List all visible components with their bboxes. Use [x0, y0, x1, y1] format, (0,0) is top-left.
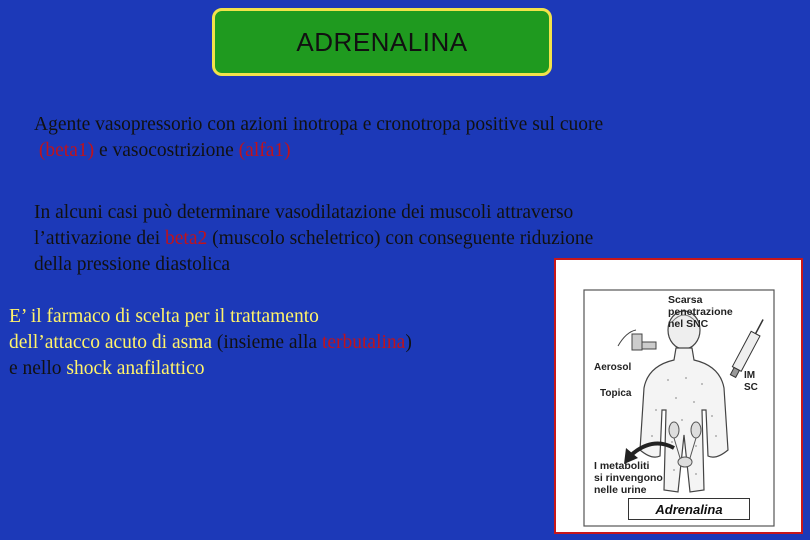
- inhaler-body: [632, 334, 642, 350]
- para3-line2-c: ): [405, 332, 412, 353]
- label-topica: Topica: [600, 388, 632, 399]
- para1-line2: [34, 138, 603, 164]
- para2-line3: della pressione diastolica: [34, 254, 231, 275]
- para3-line2: [9, 330, 412, 356]
- label-snc: Scarsa penetrazione nel SNC: [668, 294, 733, 330]
- paragraph-vasodilatation: [34, 200, 593, 278]
- kidney-left: [669, 422, 679, 438]
- para1-line2-mid: e vasocostrizione: [94, 140, 239, 161]
- terbutalina-label: terbutalina: [321, 332, 406, 353]
- label-im: IM: [744, 370, 756, 381]
- alfa1-label: (alfa1): [238, 140, 291, 161]
- figure-caption: Adrenalina: [655, 501, 723, 517]
- para2-line2: [34, 226, 593, 252]
- para3-line2-b: (insieme alla: [212, 332, 322, 353]
- asthma-text: dell’attacco acuto di asma: [9, 332, 213, 353]
- paragraph-drug-of-choice: [9, 304, 412, 382]
- label-aerosol: Aerosol: [594, 362, 632, 373]
- inhaler-mouthpiece: [642, 342, 656, 349]
- beta2-label: beta2: [165, 228, 208, 249]
- para3-line3: [9, 356, 412, 382]
- bladder: [678, 457, 692, 467]
- title-box: [212, 8, 552, 76]
- para2-line1: In alcuni casi può determinare vasodilatazione dei muscoli attraverso: [34, 202, 574, 223]
- adrenalina-figure: [554, 258, 803, 534]
- shock-text: shock anafilattico: [66, 358, 205, 379]
- para2-line2-a: l’attivazione dei: [34, 228, 166, 249]
- kidney-right: [691, 422, 701, 438]
- para1-line1: Agente vasopressorio con azioni inotropa e cronotropa positive sul cuore: [34, 114, 604, 135]
- label-sc: SC: [744, 382, 758, 393]
- beta1-label: (beta1): [38, 140, 95, 161]
- slide-title: ADRENALINA: [296, 26, 468, 57]
- para3-line3-a: e nello: [9, 358, 67, 379]
- paragraph-inotropic-action: [34, 112, 603, 164]
- label-urine: I metaboliti si rinvengono nelle urine: [594, 460, 663, 496]
- para2-line2-b: (muscolo scheletrico) con conseguente riduzione: [207, 228, 594, 249]
- para3-line1: E’ il farmaco di scelta per il trattamento: [9, 306, 319, 327]
- figure-caption-box: [628, 498, 750, 520]
